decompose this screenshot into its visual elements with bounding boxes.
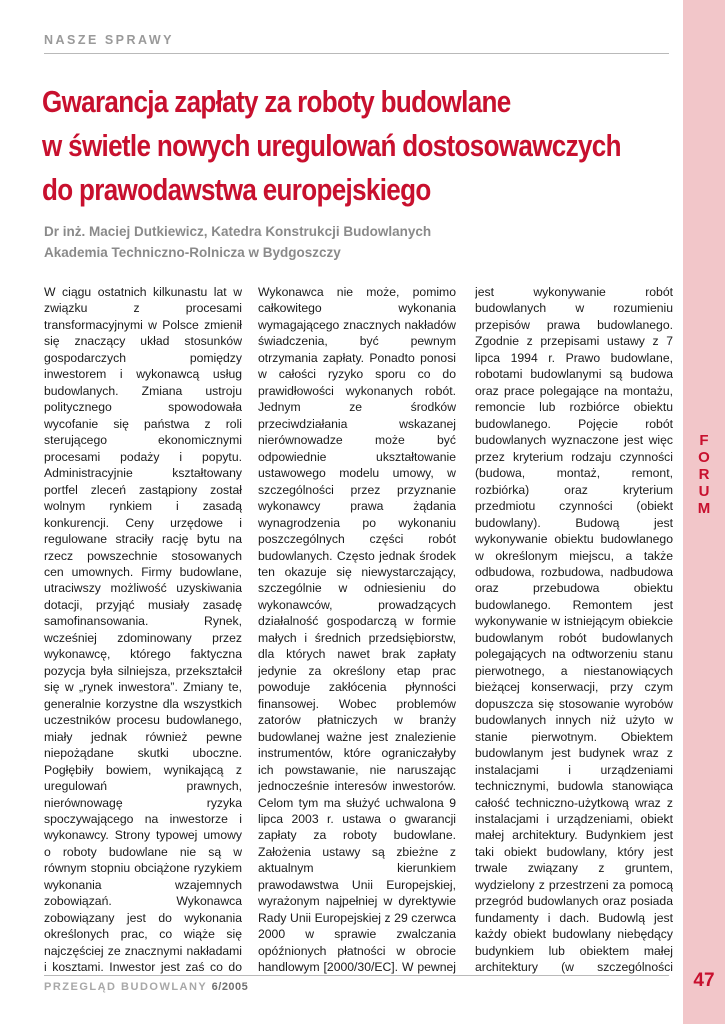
text-column-1 [44, 284, 242, 974]
issue-number: 6/2005 [211, 981, 249, 993]
column-text: jest wykonywanie robót budowlanych w rozumieniu przepisów prawa budowlanego. Zgodnie z przepisami ustawy z 7 lipca 1994 r. Prawo budowlane, robotami budowlanymi są budowa oraz prace polegające na montażu, remoncie lub rozbiórce obiektu budowlanego. Pojęcie robót budowlanych wyznaczone jest więc przez kryterium rodzaju czynności (budowa, montaż, remont, rozbiórka) oraz kryterium przedmiotu czynności (obiekt budowlany). Budową jest wykonywanie obiektu budowlanego w określonym miejscu, a także odbudowa, rozbudowa, nadbudowa oraz przebudowa obiektu budowlanego. Remontem jest wykonywanie w istniejącym obiekcie budowlanym robót budowlanych polegających na odtworzeniu stanu pierwotnego, a niestanowiących bieżącej konserwacji, przy czym dopuszcza się stosowanie wyrobów budowlanych innych niż użyto w stanie pierwotnym. Obiektem budowlanym jest budynek wraz z instalacjami i urządzeniami technicznymi, budowla stanowiąca całość techniczno-użytkową wraz z instalacjami i urządzeniami, obiekt małej architektury. Budynkiem jest taki obiekt budowlany, który jest trwale związany z gruntem, wydzielony z przestrzeni za pomocą przegród budowlanych oraz posiada fundamenty i dach. Budowlą jest każdy obiekt budowlany niebędący budynkiem lub obiektem małej architektury (w szczególności [475, 285, 673, 974]
author-line: Akademia Techniczno-Rolnicza w Bydgoszczy [44, 245, 341, 260]
forum-label [688, 432, 720, 517]
page-number: 47 [693, 970, 715, 991]
section-label: NASZE SPRAWY [44, 33, 175, 47]
column-text: W ciągu ostatnich kilkunastu lat w związku z procesami transformacyjnymi w Polsce zmienił się znaczący układ stosunków gospodarczych pomiędzy inwestorem i wykonawcą usług budowlanych. Zmiana ustroju politycznego spowodowała wycofanie się państwa z roli sterującego ekonomicznymi procesami podaży i popytu. Administracyjnie kształtowany portfel zleceń zastąpiony został wolnym rynkiem i zasadą konkurencji. Ceny urzędowe i regulowane straciły rację bytu na rzecz powszechnie stosowanych cen umownych. Firmy budowlane, utraciwszy możliwość uzyskiwania dotacji, przyjąć musiały zasadę samofinansowania. Rynek, wcześniej zdominowany przez wykonawcę, którego faktyczna pozycja była silniejsza, przekształcił się w „rynek inwestora”. Zmiany te, generalnie korzystne dla wszystkich uczestników procesu budowlanego, miały jednak również pewne niepożądane skutki uboczne. Pogłębiły bowiem, wynikającą z uregulowań prawnych, nierównowagę ryzyka spoczywającego na inwestorze i wykonawcy. Strony typowej umowy o roboty budowlane nie są w równym stopniu obciążone ryzykiem wykonania wzajemnych zobowiązań. Wykonawca zobowiązany jest do wykonania określonych prac, co wiąże się najczęściej ze znacznymi nakładami i kosztami. Inwestor jest zaś co do [44, 285, 242, 974]
title-line: do prawodawstwa europejskiego [42, 172, 431, 207]
title-line: Gwarancja zapłaty za roboty budowlane [42, 84, 511, 119]
author-line: Dr inż. Maciej Dutkiewicz, Katedra Konstrukcji Budowlanych [44, 224, 432, 239]
article-title [42, 80, 621, 212]
journal-footer [44, 981, 248, 993]
column-text: Wykonawca nie może, pomimo całkowitego wykonania wymagającego znacznych nakładów świadczenia, być pewnym otrzymania zapłaty. Ponadto ponosi w całości ryzyko sporu co do prawidłowości wykonanych robót. Jednym ze środków przeciwdziałania wskazanej nierównowadze może być odpowiednie ukształtowanie ustawowego modelu umowy, w szczególności przez przyznanie wykonawcy prawa żądania wynagrodzenia po wykonaniu poszczególnych części robót budowlanych. Często jednak środek ten okazuje się niewystarczający, szczególnie w odniesieniu do wykonawców, prowadzących działalność gospodarczą w formie małych i średnich przedsiębiorstw, dla których nawet brak zapłaty jedynie za określony etap prac powoduje zakłócenia płynności finansowej. Wobec problemów zatorów płatniczych w branży budowlanej ważne jest znalezienie instrumentów, które ograniczałyby ich powstawanie, nie naruszając jednocześnie interesów inwestorów. Celom tym ma służyć uchwalona 9 lipca 2003 r. ustawa o gwarancji zapłaty za roboty budowlane. Założenia ustawy są zbieżne z aktualnym kierunkiem prawodawstwa Unii Europejskiej, wyrażonym najpełniej w dyrektywie Rady Unii Europejskiej z 29 czerwca 2000 w sprawie zwalczania opóźnionych płatności w obrocie handlowym [2000/30/EC]. W pewnej [258, 285, 456, 974]
text-column-2 [258, 284, 456, 974]
forum-letter: F [699, 432, 709, 449]
title-line: w świetle nowych uregulowań dostosowawczych [42, 128, 621, 163]
text-column-3 [475, 284, 673, 974]
forum-letter: M [697, 500, 711, 517]
top-divider [44, 53, 669, 54]
article-authors [44, 221, 431, 263]
bottom-divider [44, 975, 669, 976]
forum-letter: U [698, 483, 710, 500]
journal-name: PRZEGLĄD BUDOWLANY [44, 981, 208, 993]
forum-letter: O [698, 449, 710, 466]
forum-letter: R [698, 466, 710, 483]
